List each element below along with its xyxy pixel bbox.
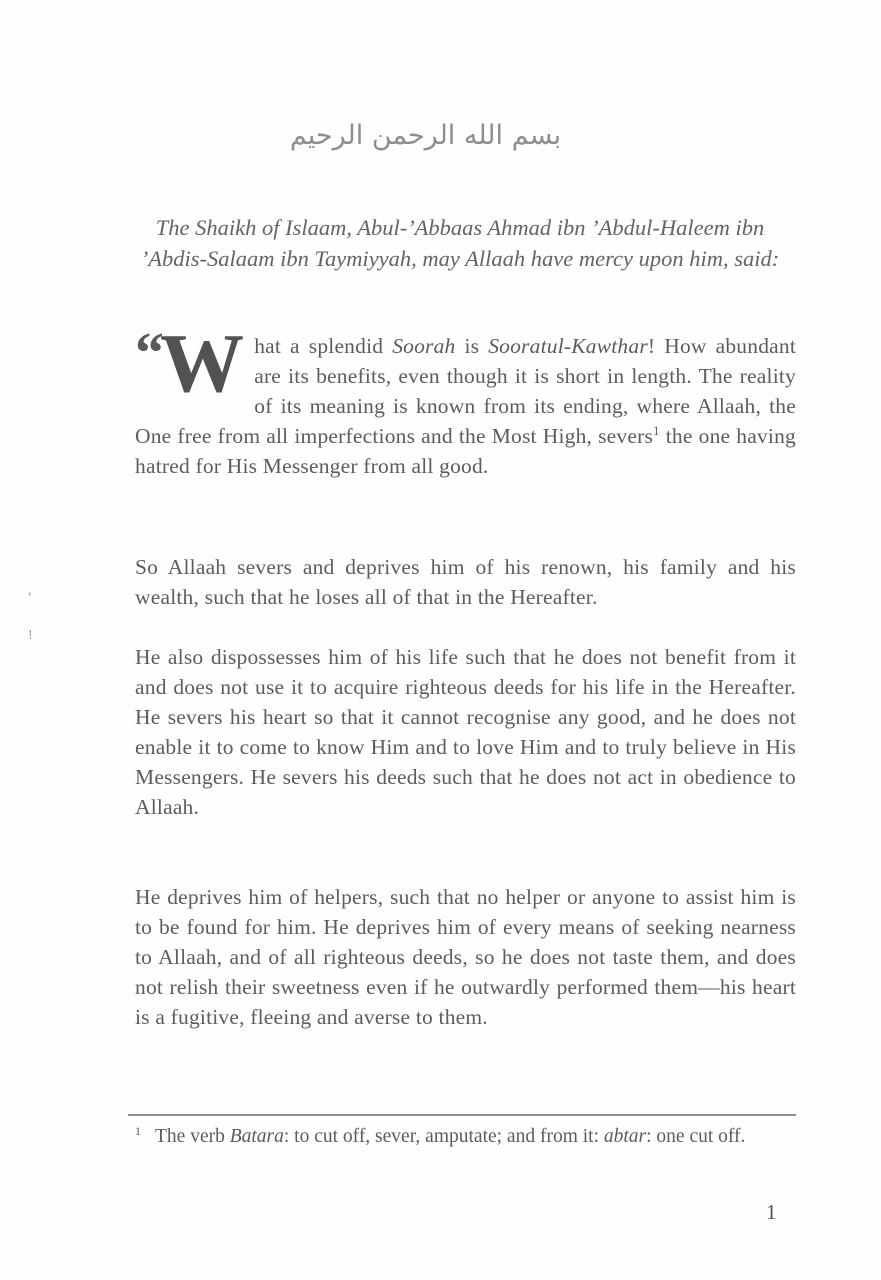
drop-cap-letter: W — [160, 317, 245, 410]
italic-term-batara: Batara — [229, 1126, 284, 1147]
footnote-marker: 1 — [135, 1123, 141, 1138]
scan-artifact-mark-2: ! — [28, 628, 33, 643]
paragraph-3 — [135, 642, 796, 822]
scan-artifact-mark-1: ʻ — [26, 589, 33, 606]
attribution-heading — [90, 212, 830, 274]
footnote-reference-1: 1 — [653, 422, 660, 438]
attribution-line-2: ’Abdis-Salaam ibn Taymiyyah, may Allaah have mercy upon him, said: — [140, 246, 780, 271]
attribution-line-1: The Shaikh of Islaam, Abul-’Abbaas Ahmad ibn ’Abdul-Haleem ibn — [155, 215, 765, 240]
footnote-text: The verb — [155, 1126, 230, 1147]
footnote-separator-rule — [128, 1114, 796, 1116]
paragraph-3-text: He also dispossesses him of his life such that he does not benefit from it and does not use it to acquire righteous deeds for his life in the Hereafter. He severs his heart so that it cannot recognise any good, and he does not enable it to come to know Him and to love Him and to truly believe in His Messengers. He severs his deeds such that he does not act in obedience to Allaah. — [135, 645, 796, 819]
paragraph-4-text: He deprives him of helpers, such that no helper or anyone to assist him is to be found for him. He deprives him of every means of seeking nearness to Allaah, and of all righteous deeds, so he does not taste them, and does not relish their sweetness even if he outwardly performed them—his heart is a fugitive, fleeing and averse to them. — [135, 885, 796, 1029]
opening-quote-mark: “ — [135, 320, 160, 385]
footnote-1: $^1$ The verb Batara: to cut off, sever, amputate; and from it: abtar: one cut off. — [135, 1123, 746, 1147]
paragraph-2 — [135, 552, 796, 612]
paragraph-4 — [135, 882, 796, 1032]
drop-cap-group — [135, 317, 245, 410]
italic-term-soorah: Soorah — [392, 334, 456, 358]
paragraph-1: “W hat a splendid Soorah is Sooratul-Kawthar! How abundant are its benefits, even though it is short in length. The reality of its meaning is known from its ending, where Allaah, the One free from all imperfections and the Most High, severs$^1$ the one having hatred for His Messenger from all good. — [135, 317, 797, 478]
italic-term-sooratul-kawthar: Sooratul-Kawthar — [488, 334, 648, 358]
italic-term-abtar: abtar — [603, 1126, 647, 1147]
paragraph-1-text: hat a splendid — [254, 334, 393, 358]
paragraph-2-text: So Allaah severs and deprives him of his renown, his family and his wealth, such that he loses all of that in the Hereafter. — [135, 555, 796, 609]
bismillah-calligraphy: بسم الله الرحمن الرحيم — [289, 120, 562, 151]
page-number: 1 — [766, 1200, 777, 1224]
